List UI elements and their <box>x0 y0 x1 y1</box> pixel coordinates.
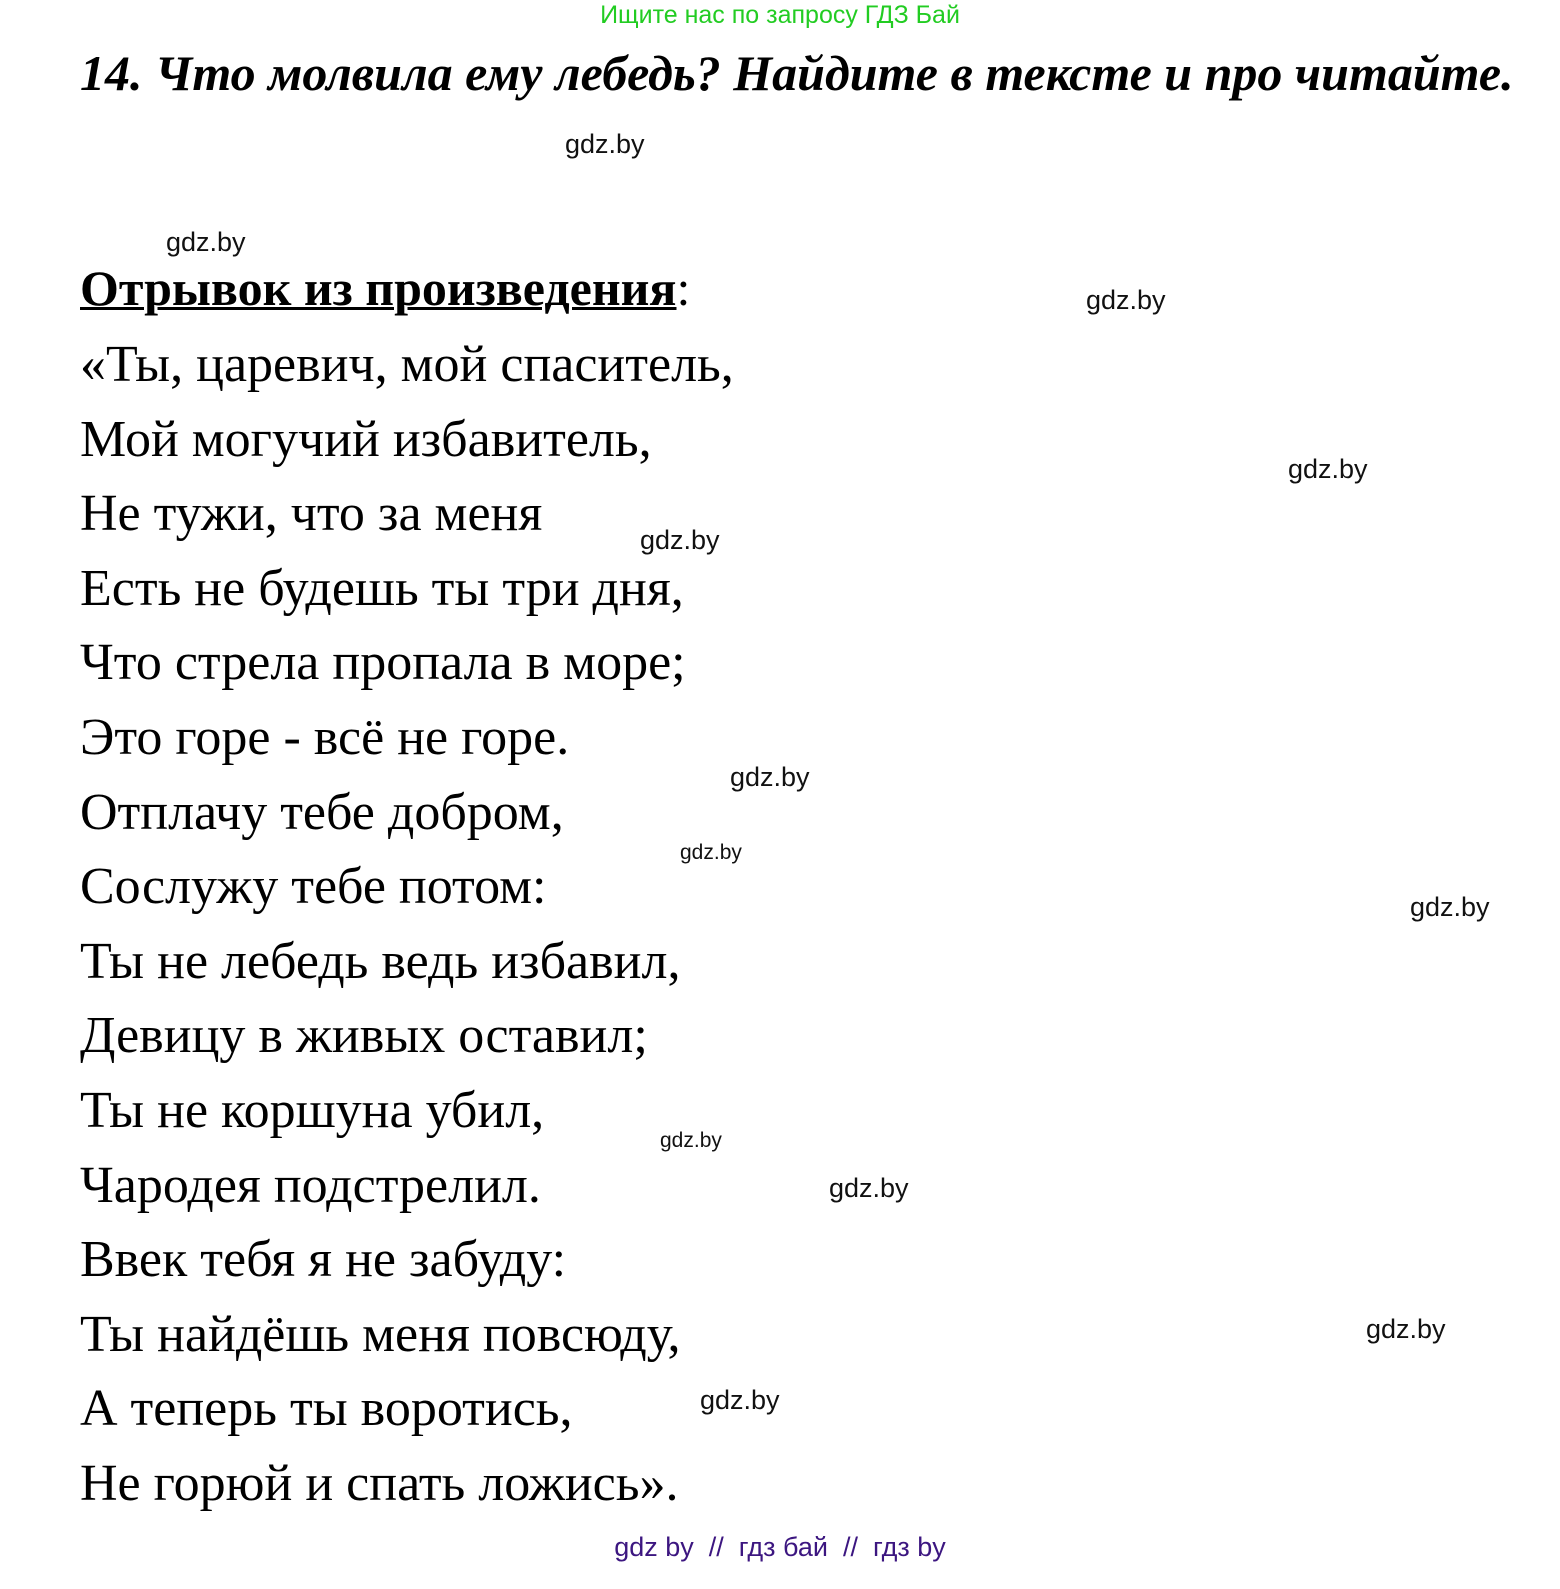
poem-line: Что стрела пропала в море; <box>80 634 686 692</box>
watermark: gdz.by <box>1086 285 1166 315</box>
watermark: gdz.by <box>640 525 720 555</box>
watermark: gdz.by <box>700 1385 780 1415</box>
excerpt-heading-text: Отрывок из произведения <box>80 260 677 316</box>
poem-line: Чародея подстрелил. <box>80 1156 541 1214</box>
watermark: gdz.by <box>565 129 645 159</box>
watermark: gdz.by <box>1410 892 1490 922</box>
poem-line: Мой могучий избавитель, <box>80 410 652 468</box>
watermark: gdz.by <box>1366 1314 1446 1344</box>
excerpt-heading-colon: : <box>676 260 691 316</box>
poem-line: «Ты, царевич, мой спаситель, <box>80 336 734 393</box>
watermark: gdz.by <box>829 1173 909 1203</box>
poem-line: Это горе - всё не горе. <box>80 708 570 766</box>
poem-line: Ты найдёшь меня повсюду, <box>80 1305 681 1363</box>
poem-line: Ввек тебя я не забуду: <box>80 1231 567 1289</box>
poem-line: Девицу в живых оставил; <box>80 1007 648 1065</box>
watermark: gdz.by <box>730 762 810 792</box>
watermark: gdz.by <box>660 1129 722 1152</box>
poem-line: Ты не лебедь ведь избавил, <box>80 932 681 990</box>
header-ad-link[interactable]: Ищите нас по запросу ГДЗ Бай <box>600 1 960 29</box>
poem-line: Не тужи, что за меня <box>80 485 543 543</box>
excerpt-heading <box>80 258 690 318</box>
poem-line: А теперь ты воротись, <box>80 1380 573 1438</box>
watermark: gdz.by <box>680 841 742 864</box>
poem-line: Ты не коршуна убил, <box>80 1081 545 1139</box>
footer-links[interactable]: gdz by // гдз бай // гдз by <box>614 1532 946 1562</box>
poem-line: Отплачу тебе добром, <box>80 783 564 841</box>
poem-line: Не горюй и спать ложись». <box>80 1454 679 1512</box>
watermark: gdz.by <box>166 227 246 257</box>
task-title: 14. Что молвила ему лебедь? Найдите в тексте и про читайте. <box>80 45 1514 101</box>
poem <box>80 328 840 1522</box>
poem-line: Сослужу тебе потом: <box>80 858 547 916</box>
poem-line: Есть не будешь ты три дня, <box>80 559 684 617</box>
watermark: gdz.by <box>1288 454 1368 484</box>
